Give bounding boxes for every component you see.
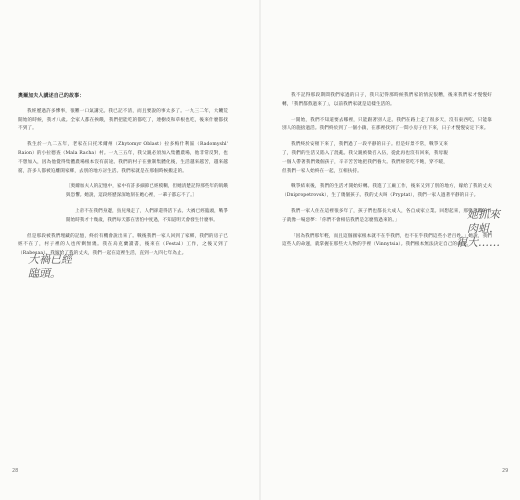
paragraph: 一開始，我們不知道要去哪裡，只能跟著別人走。我們在路上走了很多天，沒有東西吃，只能靠別人的施捨過活。我們終於到了一個小鎮，在那裡找到了一間小房子住下來，日子才慢慢安定下來。 bbox=[282, 117, 492, 132]
page-number-left: 28 bbox=[12, 468, 19, 474]
page-number-right: 29 bbox=[502, 468, 509, 474]
quote-text: 〔奧爾加夫人的記憶中，家中有許多細節已經模糊，但她清楚記得那些年的飢餓與恐懼。她說，這段經歷深深地刻在她心裡，一輩子都忘不了。〕 bbox=[66, 184, 228, 199]
margin-note-text: 大禍已經 臨頭。 bbox=[28, 253, 72, 280]
page-gutter bbox=[259, 0, 261, 500]
paragraph: 我不記得那段期間我們家過的日子，我只記得那時候我們家的情況很糟，後來我們家才慢慢好轉，「我們都熬過來了」，以前我們家就是這樣生活的。 bbox=[282, 93, 492, 107]
margin-note-left bbox=[28, 253, 72, 281]
paragraph: 我們終於安頓下來了，我們過了一段平靜的日子。但是好景不常，戰爭又來了，我們的生活又陷入了混亂。我父親被徵召入伍，從此再也沒有回來，我母親一個人帶著我們幾個孩子，辛辛苦苦地把我們養大。我們經常吃不飽，穿不暖，但我們一家人始終在一起，互相扶持。 bbox=[282, 142, 448, 174]
paragraph: 我們一家人住在這裡很多年了，孩子們也都長大成人，各自成家立業。回想起來，那些苦難的日子就像一場惡夢：「你們不會相信我們是怎麼熬過來的。」 bbox=[282, 208, 492, 223]
paragraph: 我經歷過許多慘事，很難一口氣講完。我已記不清，而且要說的事太多了。一九三二年，大饑荒開始的時候，我才八歲。全家人都在挨餓，我們把能吃的都吃了，連樹皮和草根也吃，後來什麼都找不到了。 bbox=[18, 108, 228, 132]
block-quote bbox=[18, 183, 228, 225]
margin-note-right bbox=[456, 208, 500, 250]
left-page bbox=[18, 92, 228, 266]
margin-note-text: 她抓來 肉蛆， 很大…… bbox=[456, 208, 500, 249]
paragraph: 但是那段被我們埋藏的記憶，終於有機會說出來了。戰後我們一家人回到了家鄉，我們的房子已經不在了，村子裡的人也所剩無幾。我在烏克蘭讀書，後來在（Festal）工作，之後又到了（Rabesaa）。我嫁給了我的丈夫，我們一起在這裡生活，直到一九四七年為止。 bbox=[18, 233, 228, 257]
paragraph: 戰爭結束後，我們的生活才開始好轉。我進了工廠工作，後來又到了別的地方，嫁給了我的丈夫（Dnipropetrovsk），生了幾個孩子。我的丈夫叫（Pryptat），我們一家人過著平靜的日子。 bbox=[282, 184, 492, 199]
paragraph: 「因為我們那年輕，而且這個國家根本就不在乎我們，也不在乎我們這些小老百姓。」她說，我們這些人的命運，就掌握在那些大人物的手裡（Vinnytsia）。我們根本無法決定自己的命運。 bbox=[282, 233, 492, 248]
section-heading: 奧爾加夫人講述自己的故事： bbox=[18, 93, 85, 99]
paragraph: 上帝不在我們身邊，鳥兒飛走了，人們卻還得活下去。大禍已經臨頭，戰爭開始時我才十幾歲，我們每天都在害怕中度過，不知道明天會發生什麼事。 bbox=[66, 208, 228, 223]
paragraph: 我生於一九二五年，老家在日托米爾州（Zhytomyr Oblast）拉多梅什利區（Radomyshl' Raion）的小拉德查（Mala Racha）村。一九三五年，我父親必須加入集體農場，他非常反對，也不想加入，因為他覺得集體農場根本沒有前途。我們的村子在強制集體化後，生活越來越苦，越來越窮，許多人都被迫離開家鄉，去別的地方討生活。我們家就是在那個時候搬走的。 bbox=[18, 142, 228, 174]
